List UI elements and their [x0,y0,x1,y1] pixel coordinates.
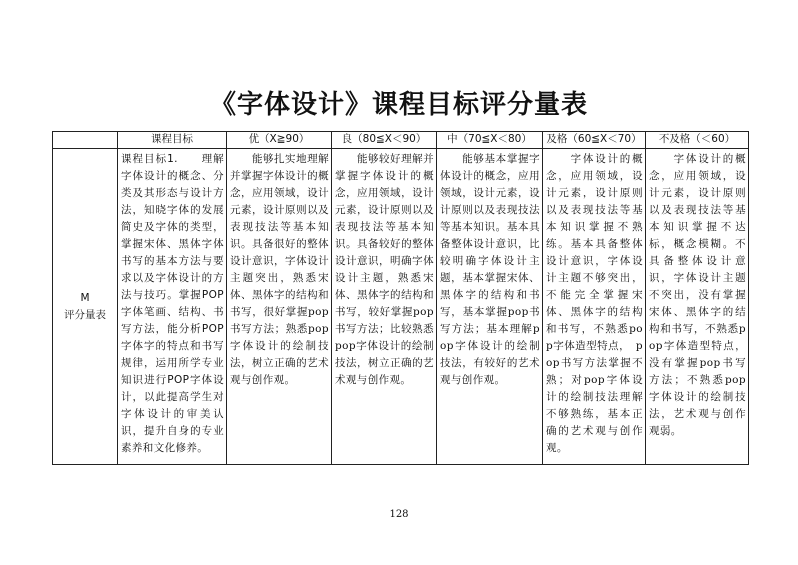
header-cell-medium: 中（70≦X＜80） [437,132,543,149]
header-cell-good: 良（80≦X＜90） [332,132,437,149]
cell-text: 课程目标1. 理解字体设计的概念、分类及其形态与设计方法，知晓字体的发展简史及字体的类型，掌握宋体、黑体字体书写的基本方法与要求以及字体设计的方法与技巧。掌握POP字体笔画、结构、书写方法，能分析POP字体字的特点和书写规律，运用所学专业知识进行POP字体设计，以此提高学生对字体设计的审美认识，提升自身的专业素养和文化修养。 [121,153,224,454]
table-cell-medium [437,149,543,465]
cell-text: 字体设计的概念，应用领域，设计元素，设计原则以及表现技法等基本知识掌握不熟练。基本具备整体设计意识，字体设计主题不够突出，不能完全掌握宋体、黑体字的结构和书写，不熟悉pop字体造型特点， pop书写方法掌握不熟；对pop字体设计的绘制技法理解不够熟练，基本正确的艺术观与创作观。 [546,153,643,454]
table-row [53,149,749,465]
table-cell-pass [543,149,646,465]
header-cell-blank [53,132,118,149]
rubric-table [52,131,749,465]
cell-text: 能够扎实地理解并掌握字体设计的概念，应用领域，设计元素，设计原则以及表现技法等基本知识。具备很好的整体设计意识，字体设计主题突出，熟悉宋体、黑体字的结构和书写，很好掌握pop书写方法；熟悉pop字体设计的绘制技法，树立正确的艺术观与创作观。 [230,153,329,386]
row-label-cell [53,149,118,465]
cell-text: 字体设计的概念，应用领域，设计元素，设计原则以及表现技法等基本知识掌握不达标，概念模糊。不具备整体设计意识，字体设计主题不突出，没有掌握宋体、黑体字的结构和书写，不熟悉pop字体造型特点，没有掌握pop书写方法；不熟悉pop字体设计的绘制技法，艺术观与创作观弱。 [649,153,746,437]
row-label-text: 评分量表 [64,308,106,321]
header-cell-fail: 不及格（＜60） [646,132,749,149]
table-cell-good [332,149,437,465]
table-cell-course-goal [118,149,227,465]
page-number: 128 [389,509,409,520]
header-cell-pass: 及格（60≦X＜70） [543,132,646,149]
table-cell-fail [646,149,749,465]
header-cell-excellent: 优（X≧90） [227,132,332,149]
page-title: 《字体设计》课程目标评分量表 [209,90,588,120]
cell-text: 能够基本掌握字体设计的概念，应用领域，设计元素，设计原则以及表现技法等基本知识。基本具备整体设计意识，比较明确字体设计主题，基本掌握宋体、黑体字的结构和书写，基本掌握pop书写方法；基本理解pop字体设计的绘制技法，有较好的艺术观与创作观。 [440,153,540,386]
table-cell-excellent [227,149,332,465]
header-cell-course-goal: 课程目标 [118,132,227,149]
row-label-code: M [80,291,90,304]
header-row [53,132,749,149]
cell-text: 能够较好理解并掌握字体设计的概念，应用领域，设计元素，设计原则以及表现技法等基本知识。具备较好的整体设计意识，明确字体设计主题，熟悉宋体、黑体字的结构和书写，较好掌握pop书写方法；比较熟悉pop字体设计的绘制技法，树立正确的艺术观与创作观。 [335,153,434,386]
